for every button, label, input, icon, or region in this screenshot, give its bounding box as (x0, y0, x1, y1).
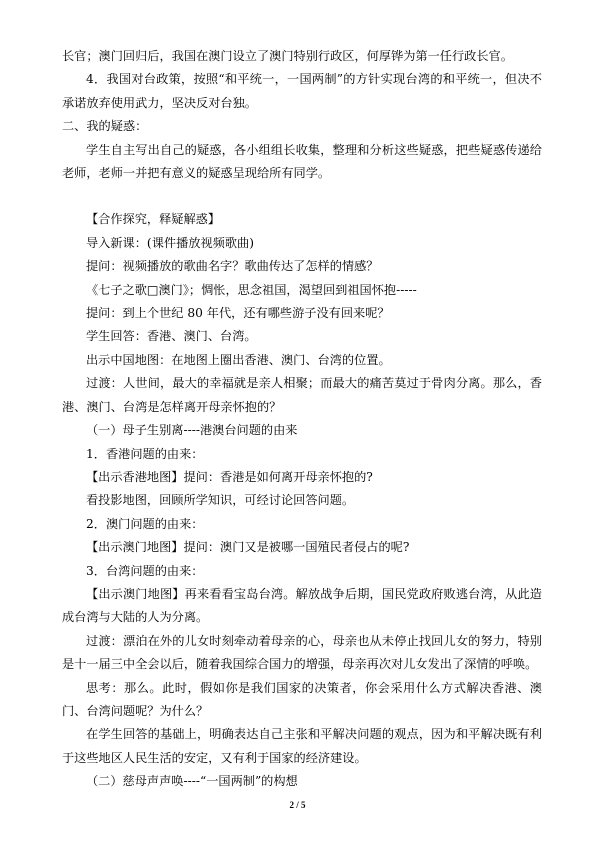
list-item: 1．香港问题的由来： (86, 446, 204, 461)
paragraph: 学生自主写出自己的疑惑，各小组组长收集，整理和分析这些疑惑，把些疑惑传递给老师，老师一并把有意义的疑惑呈现给所有同学。 (62, 142, 542, 181)
blank-line (62, 185, 542, 208)
paragraph: 提问：到上个世纪 80 年代，还有哪些游子没有回来呢？ (86, 306, 390, 321)
paragraph: 【出示澳门地图】提问：澳门又是被哪一国殖民者侵占的呢? (86, 540, 410, 555)
paragraph: 过渡：漂泊在外的儿女时刻牵动着母亲的心，母亲也从未停止找回儿女的努力，特别是十一届三中全会以后，随着我国综合国力的增强，母亲再次对儿女发出了深情的呼唤。 (62, 633, 542, 672)
page-number: 2 / 5 (289, 800, 306, 810)
subsection-heading: （一）母子生别离----港澳台问题的由来 (86, 423, 298, 438)
paragraph: 出示中国地图：在地图上圈出香港、澳门、台湾的位置。 (86, 352, 391, 367)
paragraph: 【出示香港地图】提问：香港是如何离开母亲怀抱的? (86, 469, 373, 484)
list-item: 2．澳门问题的由来： (86, 516, 204, 531)
subsection-heading: （二）慈母声声唤----“一国两制”的构想 (86, 774, 298, 789)
section-heading: 【合作探究，释疑解惑】 (86, 212, 221, 227)
document-body (62, 45, 542, 794)
list-item: 3．台湾问题的由来： (86, 563, 204, 578)
paragraph: 4．我国对台政策，按照“和平统一，一国两制”的方针实现台湾的和平统一，但决不承诺放弃使用武力，坚决反对台独。 (62, 72, 542, 110)
paragraph: 学生回答：香港、澳门、台湾。 (86, 329, 257, 344)
paragraph: 【出示澳门地图】再来看看宝岛台湾。解放战争后期，国民党政府败逃台湾，从此造成台湾与大陆的人为分离。 (62, 586, 542, 625)
paragraph: 提问：视频播放的歌曲名字？歌曲传达了怎样的情感？ (86, 259, 379, 274)
paragraph: 长官；澳门回归后，我国在澳门设立了澳门特别行政区，何厚铧为第一任行政长官。 (62, 49, 513, 63)
paragraph: 看投影地图，回顾所学知识，可经讨论回答问题。 (86, 493, 355, 508)
paragraph: 导入新课：(课件播放视频歌曲) (86, 235, 254, 250)
paragraph: 《七子之歌□澳门》；惆怅，思念祖国，渴望回到祖国怀抱----- (86, 282, 417, 297)
paragraph: 在学生回答的基础上，明确表达自己主张和平解决问题的观点，因为和平解决既有利于这些地区人民生活的安定，又有利于国家的经济建设。 (62, 727, 542, 765)
paragraph: 思考：那么。此时，假如你是我们国家的决策者，你会采用什么方式解决香港、澳门、台湾问题呢？为什么？ (62, 680, 542, 718)
paragraph: 过渡：人世间，最大的幸福就是亲人相聚；而最大的痛苦莫过于骨肉分离。那么，香港、澳门、台湾是怎样离开母亲怀抱的？ (62, 376, 542, 414)
section-heading: 二、我的疑惑： (62, 119, 148, 134)
